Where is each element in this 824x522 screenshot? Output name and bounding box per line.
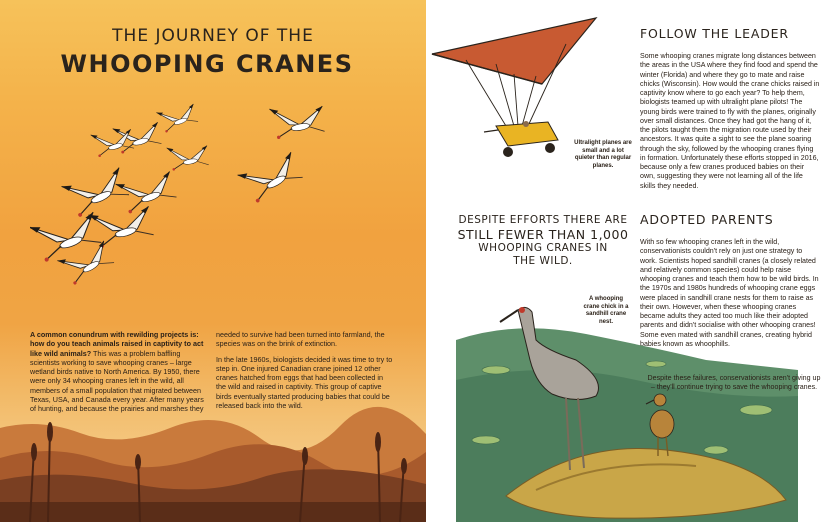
callout-line-1: DESPITE EFFORTS THERE ARE xyxy=(458,214,628,226)
follow-the-leader-text: Some whooping cranes migrate long distances between the areas in the USA where they find food and spend the winter (Florida) and where they go to mate and raise chicks (Wisconsin). How would the crane chicks raised in captivity know where to go each year? To help them, biologists teamed up with ultralight plane pilots! The young birds were trained to fly with the planes, originally over small distances. Once they had got the hang of it, the pilots taught them the migration route used by their ancestors. It was quite a sight to see the plane soaring through the sky, followed by the whooping cranes flying in formation. Unfortunately these efforts stopped in 2016, because only a few cranes produced babies on their own, suggesting they were not learning all of the life skills they needed. xyxy=(640,52,820,190)
title-line-1: THE JOURNEY OF THE xyxy=(112,26,314,46)
callout-line-3: WHOOPING CRANES IN xyxy=(478,242,608,254)
callout-line-2: STILL FEWER THAN 1,000 xyxy=(457,227,629,242)
callout-line-4: THE WILD. xyxy=(513,255,573,267)
ultralight-plane-caption: Ultralight planes are small and a lot quieter than regular planes. xyxy=(574,140,632,169)
sandhill-crane-nest-illustration xyxy=(456,300,798,522)
prairie-landscape-illustration xyxy=(0,388,426,522)
intro-paragraph: This was a problem baffling scientists working to save whooping cranes – large wetland birds native to North America. By 1950, there were only 34 whooping cranes left in the wild, all members of a small population that migrated between Texas, USA, and Canada every year. After many years of hunting, and because the prairies and marshes they xyxy=(30,348,204,414)
adopted-parents-heading: ADOPTED PARENTS xyxy=(640,212,774,227)
crane-count-callout xyxy=(456,214,630,268)
crane-chick-caption: A whooping crane chick in a sandhill crane nest. xyxy=(583,296,629,325)
title-line-2: WHOOPING CRANES xyxy=(60,50,354,78)
crane-flock-illustration xyxy=(30,100,370,290)
captive-breeding-paragraph: In the late 1960s, biologists decided it was time to try to step in. One injured Canadian crane joined 12 other cranes hatched from eggs that had been collected in the wild and raised in captivity. This group of captive birds eventually started producing babies that could be released back into the wild. xyxy=(216,354,393,411)
right-page xyxy=(426,0,824,522)
adopted-parents-text: With so few whooping cranes left in the wild, conservationists couldn't rely on just one strategy to work. Scientists hoped sandhill cranes (a closely related and relatively common species) could help raise whooping cranes and teach them how to be wild birds. In the 1970s and 1980s hundreds of whooping crane eggs were placed in sandhill crane nests for them to raise as their own. However, when these whooping cranes became adults they acted too much like their adopted parents and didn't socialise with other whooping cranes! Some even mated with sandhill cranes, creating hybrid babies known as whoophills. xyxy=(640,238,819,348)
closing-paragraph: Despite these failures, conservationists aren't giving up – they'll continue trying to save the whooping cranes. xyxy=(647,374,821,392)
follow-the-leader-heading: FOLLOW THE LEADER xyxy=(640,26,789,41)
intro-lead-question: A common conundrum with rewilding projects is: how do you teach animals raised in captivity to act like wild animals? xyxy=(30,330,204,358)
extinction-paragraph: needed to survive had been turned into farmland, the species was on the brink of extinction. xyxy=(216,330,385,349)
